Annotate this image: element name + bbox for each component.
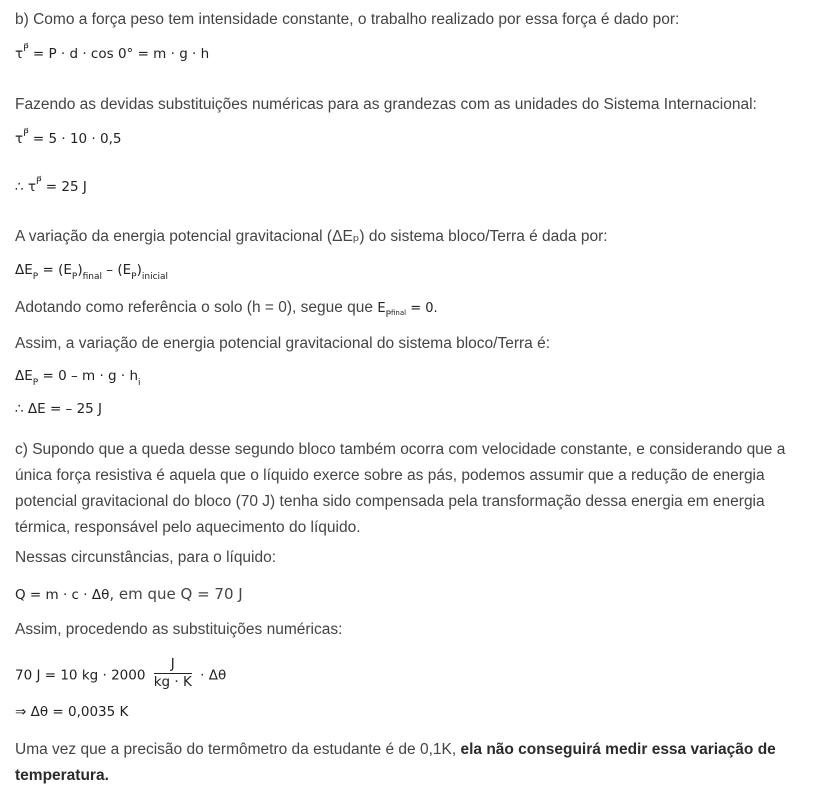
work-equation: $\tau^{P⃗} = P \cdot d \cdot \cos 0^\circ = m \cdot g \cdot h$ — [15, 44, 210, 62]
delta-e-result-equation: ∴ ΔE = – 25 J — [15, 401, 103, 417]
potential-energy-variation-text: A variação da energia potencial gravitacional (ΔEₚ) do sistema bloco/Terra é dada por: — [15, 228, 608, 245]
assim-text-c: Assim, procedendo as substituições numéricas: — [15, 621, 343, 638]
work-result-equation: ∴ $\tau^{P⃗} = 25$ J — [15, 177, 87, 195]
reference-text: Adotando como referência o solo (h = 0), segue que $E_{Pfinal} = 0$. — [15, 299, 438, 320]
work-substitution-equation: $\tau^{P⃗} = 5 \cdot 10 \cdot 0,5$ — [15, 129, 122, 147]
circumstances-text: Nessas circunstâncias, para o líquido: — [15, 549, 277, 566]
part-b-intro: b) Como a força peso tem intensidade constante, o trabalho realizado por essa força é dado por: — [15, 11, 680, 28]
part-c-paragraph: c) Supondo que a queda desse segundo bloco também ocorra com velocidade constante, e considerando que a única força resistiva é aquela que o líquido exerce sobre as pás, podemos assumir que a redução de energia potencial gravitacional do bloco (70 J) tenha sido compensada pela transformação dessa energia em energia térmica, responsável pelo aquecimento do líquido. — [15, 441, 786, 536]
delta-theta-result: ⇒ Δθ = 0,0035 K — [15, 704, 129, 720]
heat-equation: Q = m · c · Δθ, em que Q = 70 J — [15, 585, 243, 603]
substitution-text: Fazendo as devidas substituições numéricas para as grandezas com as unidades do Sistema Internacional: — [15, 96, 757, 113]
assim-text-b: Assim, a variação de energia potencial gravitacional do sistema bloco/Terra é: — [15, 335, 551, 352]
conclusion-text: Uma vez que a precisão do termômetro da estudante é de 0,1K, ela não conseguirá medir essa variação de temperatura. — [15, 741, 776, 784]
delta-ep-substitution-equation: $\Delta E_P = 0 - m \cdot g \cdot h_i$ — [15, 368, 141, 388]
heat-substitution-equation: 70 J = 10 kg · 2000 $\frac{J}{kg \cdot K}$ · Δθ — [15, 656, 227, 690]
reference-equation: $E_{Pfinal} = 0$. — [377, 301, 438, 320]
delta-ep-definition-equation: $\Delta E_P = (E_P)_{final} - (E_P)_{inicial}$ — [15, 262, 169, 282]
unit-fraction: $\frac{J}{kg \cdot K}$ — [153, 656, 192, 690]
